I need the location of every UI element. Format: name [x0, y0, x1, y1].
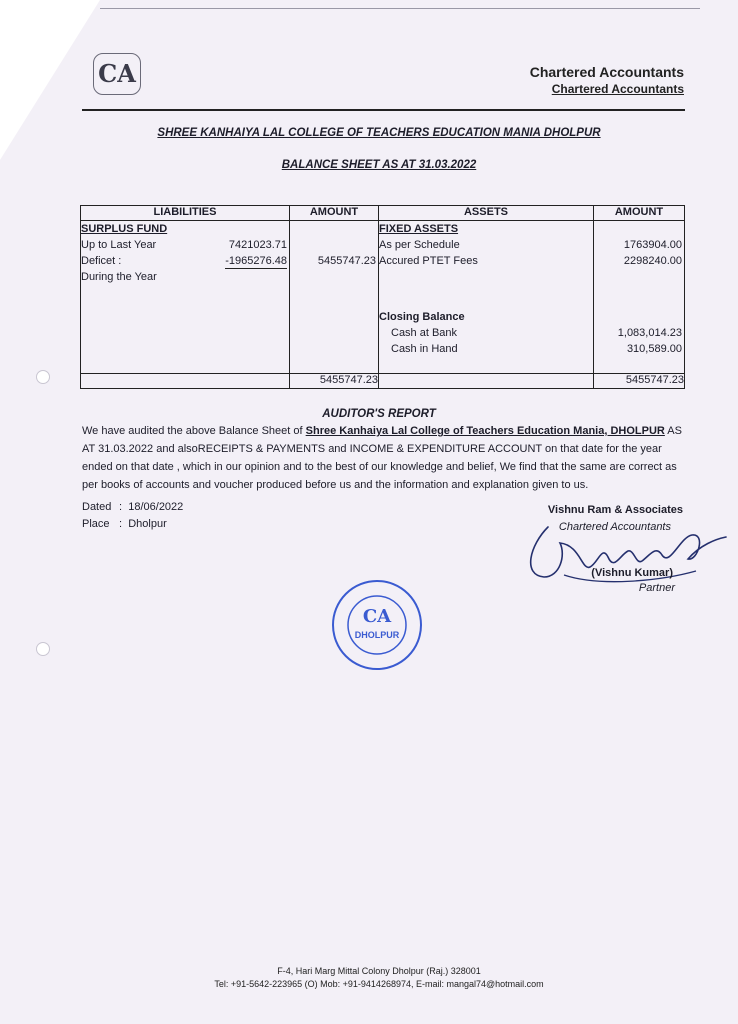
liabilities-amount: 5455747.23: [317, 255, 376, 267]
firm-title: Chartered Accountants: [529, 64, 684, 80]
footer-contact: Tel: +91-5642-223965 (O) Mob: +91-9414268974, E-mail: mangal74@hotmail.com: [214, 979, 544, 989]
dated-value: 18/06/2022: [128, 501, 184, 513]
stamp-logo: CA: [362, 606, 392, 627]
dated-label: Dated: [82, 501, 112, 513]
firm-subtitle: Chartered Accountants: [551, 82, 684, 96]
liability-label: Up to Last Year: [81, 239, 157, 251]
footer-address: F-4, Hari Marg Mittal Colony Dholpur (Raj.) 328001: [277, 966, 481, 976]
asset-value: 2298240.00: [623, 255, 682, 267]
report-college: Shree Kanhaiya Lal College of Teachers Education Mania, DHOLPUR: [305, 425, 665, 437]
signer-role: Partner: [638, 582, 675, 594]
top-edge-line: [100, 8, 700, 9]
punch-hole: [36, 370, 50, 384]
total-liabilities-label: [81, 374, 290, 389]
asset-value: 310,589.00: [626, 343, 682, 355]
place-line: Place : Dholpur: [82, 516, 183, 533]
asset-label: As per Schedule: [379, 239, 460, 251]
header-rule: [82, 109, 685, 111]
firm-stamp: [330, 578, 424, 672]
liability-row: [81, 253, 289, 269]
signer-firm: Vishnu Ram & Associates: [547, 504, 683, 516]
table-total-row: [81, 374, 685, 389]
total-assets-label: [379, 374, 594, 389]
asset-label: Cash at Bank: [391, 327, 458, 339]
footer: [0, 965, 738, 991]
auditor-report-title: AUDITOR'S REPORT: [322, 408, 436, 420]
fixed-assets-heading: FIXED ASSETS: [379, 223, 459, 235]
assets-cell: [379, 221, 594, 374]
report-text-2: AS AT 31.03.2022 and alsoRECEIPTS & PAYMENTS and INCOME & EXPENDITURE ACCOUNT on that date for the year ended on that date , which in our opinion and to the best of our knowledge and belief, We find that the same are correct as per books of accounts and voucher produced before us and the information and explanation given to us.: [82, 425, 682, 491]
stamp-center-text: DHOLPUR: [354, 630, 400, 640]
assets-amount-cell: [594, 221, 685, 374]
signer-name: (Vishnu Kumar): [591, 567, 673, 579]
ca-logo: CA: [93, 53, 141, 95]
asset-value: 1,083,014.23: [617, 327, 682, 339]
spacer: [290, 237, 378, 253]
liability-label: During the Year: [81, 271, 157, 283]
asset-value: 1763904.00: [623, 239, 682, 251]
date-place-block: [82, 499, 183, 533]
college-title: SHREE KANHAIYA LAL COLLEGE OF TEACHERS EDUCATION MANIA DHOLPUR: [157, 127, 601, 139]
auditor-report-text: [82, 422, 688, 494]
place-value: Dholpur: [128, 518, 167, 530]
liabilities-cell: [81, 221, 290, 374]
spacer: [379, 269, 593, 309]
place-label: Place: [82, 518, 110, 530]
table-body-row: [81, 221, 685, 374]
balance-sheet-title: BALANCE SHEET AS AT 31.03.2022: [281, 159, 477, 171]
header-liabilities: LIABILITIES: [81, 206, 290, 221]
spacer: [594, 221, 684, 237]
spacer: [594, 309, 684, 325]
liability-row: [81, 269, 289, 285]
table-header-row: [81, 206, 685, 221]
liability-value: -1965276.48: [225, 255, 287, 267]
asset-label: Cash in Hand: [391, 343, 458, 355]
surplus-fund-heading: SURPLUS FUND: [81, 223, 168, 235]
signer-ca: Chartered Accountants: [558, 521, 671, 533]
liability-value: 7421023.71: [228, 239, 287, 251]
dated-line: Dated : 18/06/2022: [82, 499, 183, 516]
asset-label: Accured PTET Fees: [379, 255, 478, 267]
header-amount-assets: AMOUNT: [594, 206, 685, 221]
closing-balance-heading: Closing Balance: [379, 311, 465, 323]
balance-sheet-table: [80, 205, 685, 389]
punch-hole: [36, 642, 50, 656]
header-amount-liabilities: AMOUNT: [290, 206, 379, 221]
report-text-1: We have audited the above Balance Sheet of: [82, 425, 306, 437]
total-assets: 5455747.23: [594, 374, 685, 389]
total-liabilities: 5455747.23: [290, 374, 379, 389]
header-assets: ASSETS: [379, 206, 594, 221]
liabilities-amount-cell: [290, 221, 379, 374]
spacer: [594, 269, 684, 309]
liability-row: [81, 237, 289, 253]
signer-block: [548, 504, 683, 594]
spacer: [290, 221, 378, 237]
liability-label: Deficet :: [81, 255, 122, 267]
firm-header: [530, 64, 684, 96]
